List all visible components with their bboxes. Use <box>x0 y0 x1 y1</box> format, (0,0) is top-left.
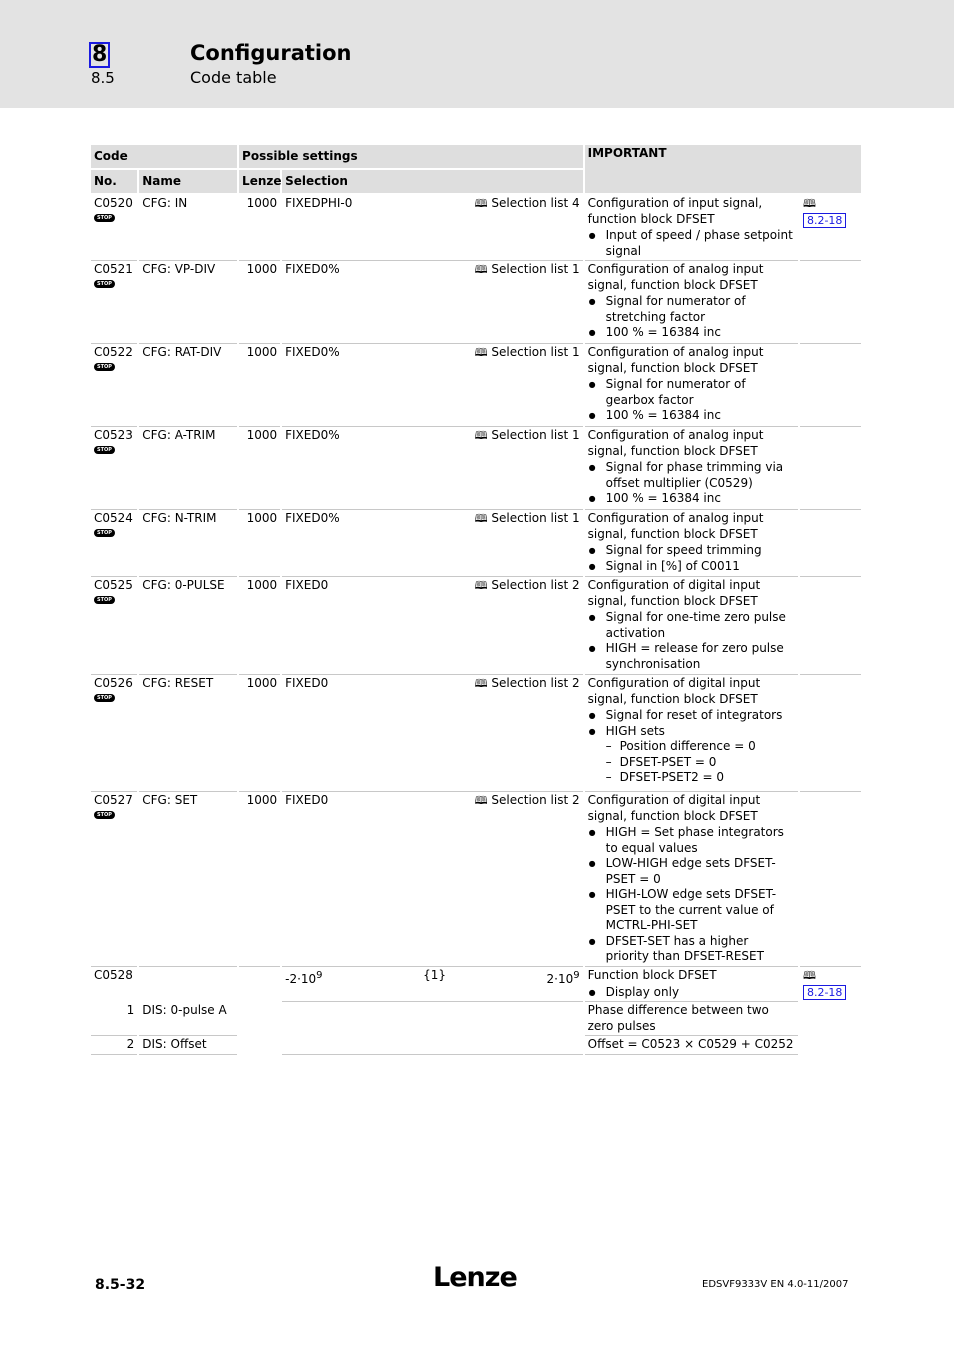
section-number: 8.5 <box>91 69 115 87</box>
subcode-name: DIS: 0-pulse A <box>138 1002 238 1036</box>
name-cell: CFG: SET <box>138 792 238 967</box>
lenze-logo: Lenze <box>433 1262 517 1293</box>
bullet-item: ● HIGH sets <box>588 724 795 740</box>
bullet-item: ● Signal for one-time zero pulse activation <box>588 610 795 641</box>
lenze-cell: 1000 <box>238 675 281 792</box>
table-row <box>91 510 862 577</box>
selection-list-ref: 🕮 Selection list 1 <box>474 262 580 276</box>
code-cell: C0521 STOP <box>91 261 138 344</box>
name-cell: CFG: RESET <box>138 675 238 792</box>
important-text: Configuration of digital input signal, function block DFSET <box>587 578 761 608</box>
lenze-cell: 1000 <box>238 577 281 675</box>
selection-list-ref: 🕮 Selection list 2 <box>474 578 580 592</box>
subcode-no: 1 <box>91 1002 138 1036</box>
bullet-list <box>588 543 795 574</box>
reference-cell <box>799 675 862 792</box>
lenze-cell: 1000 <box>238 792 281 967</box>
bullet-item: ● Signal in [%] of C0011 <box>588 559 795 575</box>
page-number: 8.5-32 <box>95 1277 146 1293</box>
chapter-number-link[interactable]: 8 <box>89 42 110 68</box>
selection-value: FIXED0% <box>285 262 340 276</box>
selection-cell <box>281 261 584 344</box>
table-row <box>91 261 862 344</box>
selection-value: FIXED0% <box>285 511 340 525</box>
name-cell: CFG: RAT-DIV <box>138 344 238 427</box>
selection-cell <box>281 427 584 510</box>
important-text: Configuration of input signal, function block DFSET <box>587 196 763 226</box>
header-important: IMPORTANT <box>584 145 862 194</box>
header-lenze: Lenze <box>238 169 281 194</box>
code-cell: C0522 STOP <box>91 344 138 427</box>
important-cell <box>584 261 799 344</box>
selection-cell <box>281 792 584 967</box>
book-icon: 🕮 <box>474 346 488 359</box>
stop-icon: STOP <box>94 811 115 819</box>
stop-icon: STOP <box>94 280 115 288</box>
reference-cell <box>799 344 862 427</box>
selection-cell <box>281 344 584 427</box>
code-cell: C0527 STOP <box>91 792 138 967</box>
lenze-cell: 1000 <box>238 194 281 261</box>
bullet-item: ● HIGH = release for zero pulse synchronisation <box>588 641 795 672</box>
book-icon: 🕮 <box>474 677 488 690</box>
table-row <box>91 194 862 261</box>
value-range <box>285 968 580 988</box>
selection-list-ref: 🕮 Selection list 1 <box>474 345 580 359</box>
selection-value: FIXED0% <box>285 428 340 442</box>
table-row <box>91 577 862 675</box>
name-cell: CFG: 0-PULSE <box>138 577 238 675</box>
lenze-cell: 1000 <box>238 510 281 577</box>
header-row-1 <box>91 145 862 169</box>
code-cell: C0523 STOP <box>91 427 138 510</box>
book-icon: 🕮 <box>474 263 488 276</box>
bullet-list <box>588 610 795 672</box>
selection-value: FIXED0 <box>285 676 329 690</box>
important-cell <box>584 675 799 792</box>
reference-cell <box>799 261 862 344</box>
book-icon: 🕮 <box>802 197 816 210</box>
lenze-cell: 1000 <box>238 427 281 510</box>
selection-list-ref: 🕮 Selection list 1 <box>474 428 580 442</box>
code-cell: C0525 STOP <box>91 577 138 675</box>
bullet-item: ● LOW-HIGH edge sets DFSET-PSET = 0 <box>588 856 795 887</box>
page-subtitle: Code table <box>190 68 277 87</box>
header-name: Name <box>138 169 238 194</box>
important-cell <box>584 194 799 261</box>
important-text: Configuration of digital input signal, function block DFSET <box>587 793 761 823</box>
important-text: Configuration of analog input signal, function block DFSET <box>587 511 764 541</box>
important-cell <box>584 510 799 577</box>
bullet-item: ● 100 % = 16384 inc <box>588 408 795 424</box>
stop-icon: STOP <box>94 596 115 604</box>
header-selection: Selection <box>281 169 584 194</box>
stop-icon: STOP <box>94 446 115 454</box>
lenze-cell: 1000 <box>238 261 281 344</box>
header-possible-settings: Possible settings <box>238 145 584 169</box>
stop-icon: STOP <box>94 214 115 222</box>
important-text: Phase difference between two zero pulses <box>584 1002 799 1036</box>
name-cell: CFG: VP-DIV <box>138 261 238 344</box>
bullet-list <box>588 460 795 507</box>
important-cell <box>584 427 799 510</box>
important-cell <box>584 792 799 967</box>
header-no: No. <box>91 169 138 194</box>
important-text: Configuration of analog input signal, function block DFSET <box>587 428 764 458</box>
lenze-cell: 1000 <box>238 344 281 427</box>
bullet-item: ● Signal for numerator of stretching factor <box>588 294 795 325</box>
table-row-c0528 <box>91 967 862 1002</box>
book-icon: 🕮 <box>474 512 488 525</box>
selection-cell <box>281 194 584 261</box>
selection-list-ref: 🕮 Selection list 4 <box>474 196 580 210</box>
bullet-list <box>588 708 795 739</box>
stop-icon: STOP <box>94 529 115 537</box>
bullet-item: ● Signal for reset of integrators <box>588 708 795 724</box>
table-row <box>91 675 862 792</box>
bullet-list <box>588 228 795 259</box>
selection-cell <box>281 577 584 675</box>
reference-cell <box>799 577 862 675</box>
bullet-list <box>588 825 795 965</box>
table-row <box>91 427 862 510</box>
selection-cell <box>281 510 584 577</box>
selection-list-ref: 🕮 Selection list 1 <box>474 511 580 525</box>
reference-cell <box>799 510 862 577</box>
selection-cell <box>281 675 584 792</box>
important-text: Configuration of analog input signal, function block DFSET <box>587 262 764 292</box>
book-icon: 🕮 <box>474 579 488 592</box>
important-text: Configuration of analog input signal, function block DFSET <box>587 345 764 375</box>
book-icon: 🕮 <box>474 197 488 210</box>
selection-list-ref: 🕮 Selection list 2 <box>474 676 580 690</box>
bullet-item: ● Display only <box>588 985 795 1001</box>
range-min: $-2\cdot 10^9$ <box>285 970 323 986</box>
page-reference-link[interactable]: 8.2-18 <box>803 213 846 228</box>
stop-icon: STOP <box>94 694 115 702</box>
important-cell <box>584 577 799 675</box>
table-row <box>91 792 862 967</box>
code-cell: C0520 STOP <box>91 194 138 261</box>
important-text: Offset = C0523 × C0529 + C0252 <box>584 1036 799 1055</box>
dash-list <box>588 739 795 786</box>
name-cell: CFG: N-TRIM <box>138 510 238 577</box>
bullet-item: ● HIGH-LOW edge sets DFSET-PSET to the current value of MCTRL-PHI-SET <box>588 887 795 934</box>
subcode-name: DIS: Offset <box>138 1036 238 1055</box>
page-header <box>0 0 954 108</box>
reference-cell <box>799 194 862 261</box>
book-icon: 🕮 <box>474 429 488 442</box>
page-reference-link[interactable]: 8.2-18 <box>803 985 846 1000</box>
subcode-no: 2 <box>91 1036 138 1055</box>
bullet-list <box>588 985 795 1001</box>
selection-list-ref: 🕮 Selection list 2 <box>474 793 580 807</box>
reference-cell <box>799 427 862 510</box>
bullet-list <box>588 377 795 424</box>
selection-value: FIXED0 <box>285 578 329 592</box>
important-text: Function block DFSET <box>587 968 717 982</box>
name-cell: CFG: A-TRIM <box>138 427 238 510</box>
dash-item: – DFSET-PSET = 0 <box>588 755 795 771</box>
selection-value: FIXED0 <box>285 793 329 807</box>
important-cell <box>584 344 799 427</box>
selection-value: FIXED0% <box>285 345 340 359</box>
bullet-item: ● Signal for phase trimming via offset multiplier (C0529) <box>588 460 795 491</box>
range-max: $2\cdot 10^9$ <box>546 970 580 986</box>
name-cell: CFG: IN <box>138 194 238 261</box>
dash-item: – DFSET-PSET2 = 0 <box>588 770 795 786</box>
bullet-item: ● 100 % = 16384 inc <box>588 491 795 507</box>
book-icon: 🕮 <box>474 794 488 807</box>
bullet-item: ● Signal for numerator of gearbox factor <box>588 377 795 408</box>
document-id: EDSVF9333V EN 4.0-11/2007 <box>702 1279 849 1290</box>
bullet-item: ● HIGH = Set phase integrators to equal values <box>588 825 795 856</box>
range-step: {1} <box>423 968 446 982</box>
code-cell: C0524 STOP <box>91 510 138 577</box>
selection-value: FIXEDPHI-0 <box>285 196 353 210</box>
page-title: Configuration <box>190 41 352 65</box>
dash-item: – Position difference = 0 <box>588 739 795 755</box>
stop-icon: STOP <box>94 363 115 371</box>
reference-cell <box>799 792 862 967</box>
code-cell: C0526 STOP <box>91 675 138 792</box>
bullet-item: ● Signal for speed trimming <box>588 543 795 559</box>
bullet-item: ● DFSET-SET has a higher priority than DFSET-RESET <box>588 934 795 965</box>
code-cell: C0528 <box>91 967 138 1002</box>
code-table <box>91 145 863 1055</box>
table-row-c0528-1 <box>91 1002 862 1036</box>
bullet-item: ● Input of speed / phase setpoint signal <box>588 228 795 259</box>
book-icon: 🕮 <box>802 969 816 982</box>
table-row <box>91 344 862 427</box>
bullet-list <box>588 294 795 341</box>
bullet-item: ● 100 % = 16384 inc <box>588 325 795 341</box>
header-code: Code <box>91 145 238 169</box>
important-text: Configuration of digital input signal, function block DFSET <box>587 676 761 706</box>
